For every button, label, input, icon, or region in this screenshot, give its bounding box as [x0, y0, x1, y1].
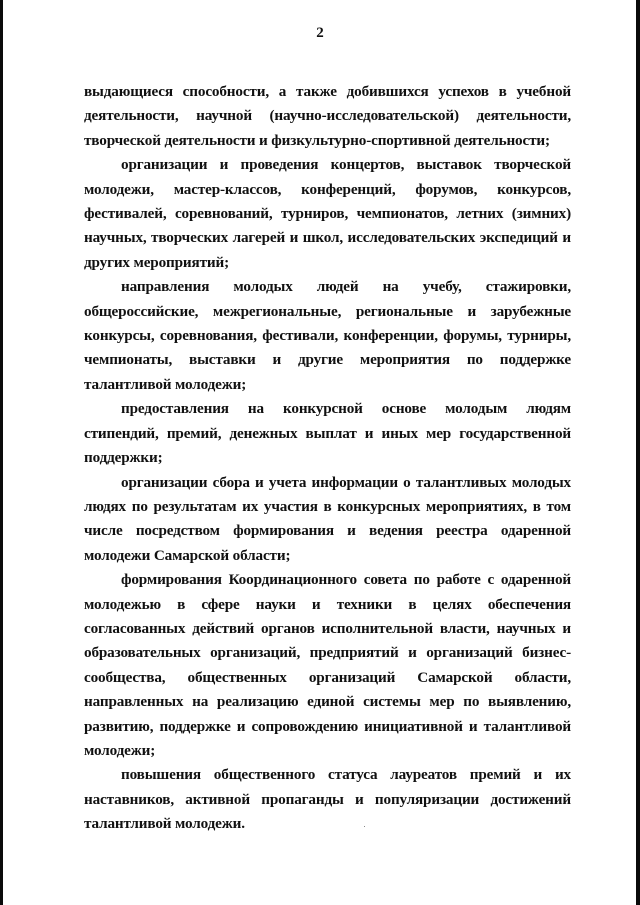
paragraph-6: формирования Координационного совета по работе с одаренной молодежью в сфере науки и техники в целях обеспечения согласованных действий органов исполнительной власти, научных и образовательных организаций, предприятий и организаций бизнес-сообщества, общественных организаций Самарской области, направленных на реализацию единой системы мер по выявлению, развитию, поддержке и сопровождению инициативной и талантливой молодежи;	[84, 571, 571, 759]
paragraph-2: организации и проведения концертов, выставок творческой молодежи, мастер-классов, конференций, форумов, конкурсов, фестивалей, соревнований, турниров, чемпионатов, летних (зимних) научных, творческих лагерей и школ, исследовательских экспедиций и других мероприятий;	[84, 156, 571, 271]
scan-edge-right	[636, 0, 640, 905]
paragraph-3: направления молодых людей на учебу, стажировки, общероссийские, межрегиональные, региональные и зарубежные конкурсы, соревнования, фестивали, конференции, форумы, турниры, чемпионаты, выставки и другие мероприятия по поддержке талантливой молодежи;	[84, 278, 571, 393]
document-body	[84, 80, 571, 837]
paragraph-1: выдающиеся способности, а также добившихся успехов в учебной деятельности, научной (научно-исследовательской) деятельности, творческой деятельности и физкультурно-спортивной деятельности;	[84, 83, 571, 149]
page-number: 2	[316, 25, 324, 41]
scan-edge-left	[0, 0, 3, 905]
paragraph-4: предоставления на конкурсной основе молодым людям стипендий, премий, денежных выплат и иных мер государственной поддержки;	[84, 400, 571, 467]
paragraph-5: организации сбора и учета информации о талантливых молодых людях по результатам их участия в конкурсных мероприятиях, в том числе посредством формирования и ведения реестра одаренной молодежи Самарской области;	[84, 473, 571, 564]
paragraph-7: повышения общественного статуса лауреатов премий и их наставников, активной пропаганды и популяризации достижений талантливой молодежи.	[84, 766, 571, 833]
scan-speck	[364, 826, 365, 827]
